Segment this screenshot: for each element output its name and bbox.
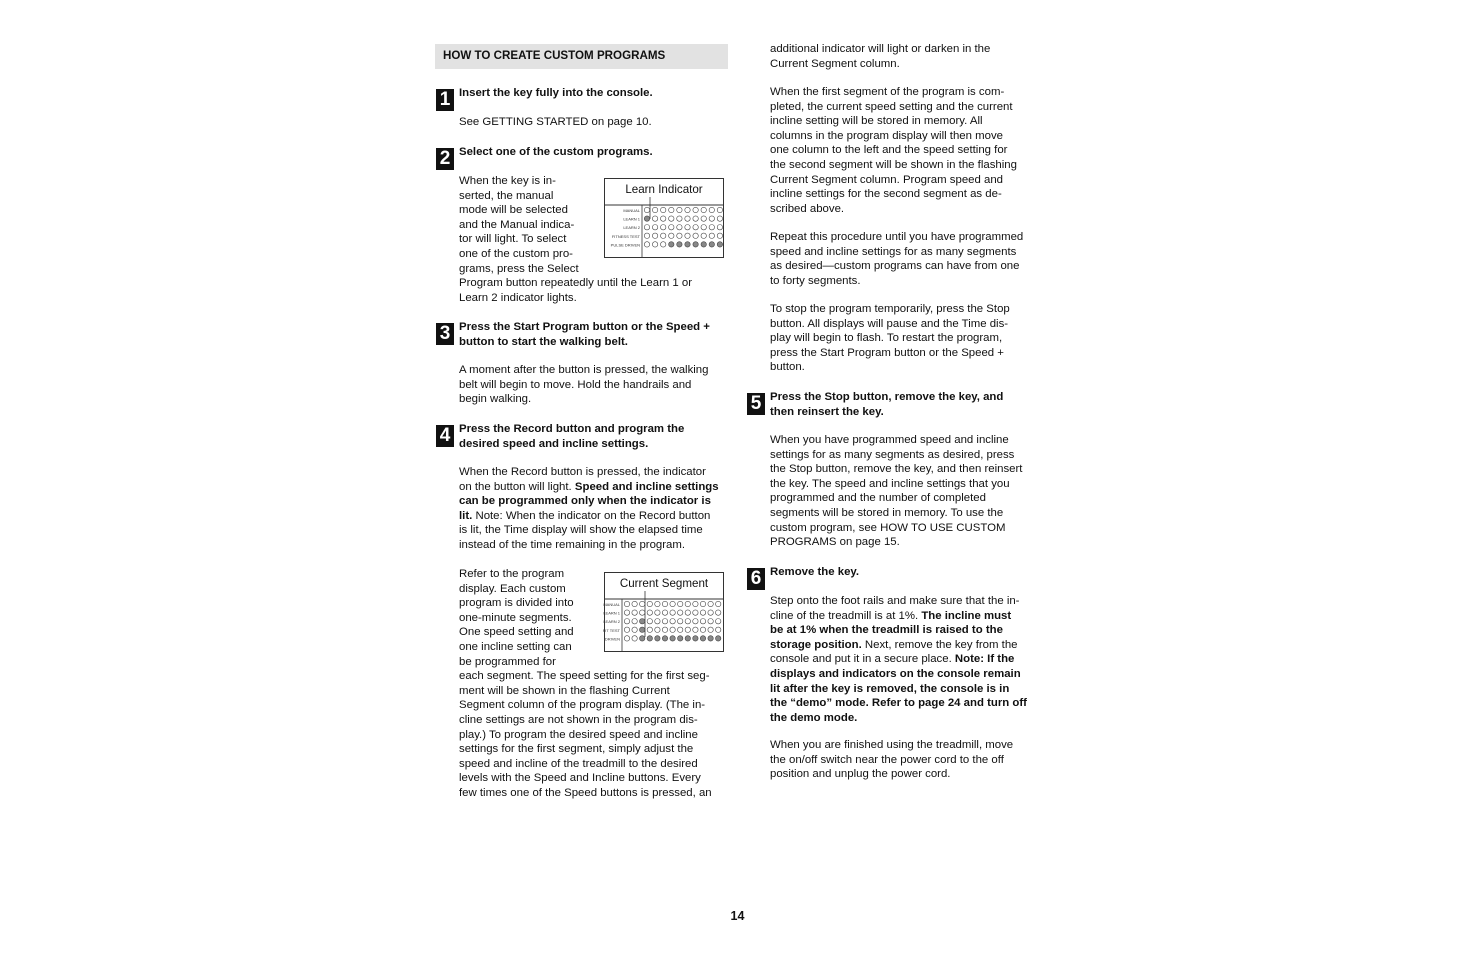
text-line: Repeat this procedure until you have programmed: [770, 231, 1024, 243]
text-line: incline setting will be stored in memory. All: [770, 115, 983, 128]
row-label: PULSE DRIVEN: [610, 242, 640, 248]
indicator-light: [644, 207, 649, 212]
indicator-light: [640, 610, 645, 615]
bold-text: Note: If the: [954, 653, 1015, 666]
learn-indicator-display: [605, 179, 723, 257]
indicator-light: [661, 216, 666, 221]
text-line: displays and indicators on the console remain: [770, 668, 1021, 680]
row-label: MANUAL: [603, 602, 620, 607]
indicator-light: [716, 601, 721, 606]
indicator-light: [624, 636, 629, 641]
indicator-light: [717, 233, 722, 238]
indicator-light: [709, 207, 714, 212]
indicator-light: [647, 619, 652, 624]
indicator-light: [669, 207, 674, 212]
text-line: programmed and the number of completed: [770, 492, 986, 505]
indicator-light: [662, 601, 667, 606]
row-label: FITNESS TEST: [611, 233, 640, 239]
indicator-light: [632, 627, 637, 632]
text-line: When the Record button is pressed, the indicator: [459, 466, 706, 478]
bold-text: The incline must: [921, 609, 1012, 622]
text-line: tor will light. To select: [459, 233, 567, 246]
indicator-light: [685, 207, 690, 212]
text-run: on the button will light.: [459, 480, 575, 493]
row-label: LEARN 1: [603, 610, 620, 616]
indicator-light: [652, 225, 657, 230]
row-label: LEARN 2: [603, 619, 620, 625]
indicator-light: [640, 601, 645, 606]
figure-caption: Learn Indicator: [625, 183, 703, 196]
indicator-light: [701, 225, 706, 230]
text-line: Current Segment column.: [770, 57, 900, 70]
text-line: one incline setting can: [459, 641, 572, 653]
text-line: be at 1% when the treadmill is raised to the: [770, 624, 1003, 637]
row-label: DRIVEN: [604, 636, 620, 642]
indicator-light: [678, 610, 683, 615]
step-number-6: 6: [747, 568, 765, 590]
indicator-light: [670, 610, 675, 615]
indicator-light: [677, 207, 682, 212]
indicator-light: [693, 610, 698, 615]
step-title-3-line2: button to start the walking belt.: [459, 335, 628, 348]
text-line: program is divided into: [459, 597, 574, 610]
text-line: display. Each custom: [459, 582, 566, 595]
text-run: cline of the treadmill is at 1%.: [770, 609, 922, 622]
text-line: [770, 652, 1014, 667]
indicator-light: [624, 601, 629, 606]
indicator-light: [661, 233, 666, 238]
text-line: lit after the key is removed, the console is in: [770, 682, 1010, 695]
indicator-light: [644, 233, 649, 238]
text-line: [459, 480, 719, 495]
text-line: ment will be shown in the flashing Current: [459, 684, 670, 697]
text-line: is lit, the Time display will show the elapsed time: [459, 524, 703, 537]
indicator-light: [655, 601, 660, 606]
text-line: grams, press the Select: [459, 262, 579, 275]
step-number-5: 5: [747, 393, 765, 415]
bold-text: lit.: [459, 509, 473, 522]
indicator-light: [655, 619, 660, 624]
indicator-light: [647, 610, 652, 615]
text-line: settings for as many segments as desired, press: [770, 448, 1015, 461]
indicator-light: [669, 225, 674, 230]
indicator-light: [700, 627, 705, 632]
step-title-6: Remove the key.: [770, 566, 860, 578]
step-title-2: Select one of the custom programs.: [459, 146, 653, 158]
text-line: Current Segment column. Program speed and: [770, 173, 1003, 186]
indicator-light: [685, 233, 690, 238]
indicator-light: [647, 601, 652, 606]
indicator-light: [700, 636, 705, 641]
indicator-light: [655, 610, 660, 615]
indicator-light: [640, 627, 645, 632]
text-line: to forty segments.: [770, 274, 861, 287]
step-title-5-line1: Press the Stop button, remove the key, and: [770, 391, 1004, 403]
text-line: incline settings for the second segment as de-: [770, 188, 1002, 201]
indicator-light: [661, 242, 666, 247]
text-line: pleted, the current speed setting and the current: [770, 100, 1013, 113]
text-line: the second segment will be shown in the flashing: [770, 159, 1017, 171]
indicator-light: [709, 233, 714, 238]
indicator-light: [644, 216, 649, 221]
indicator-light: [685, 627, 690, 632]
indicator-light: [709, 242, 714, 247]
text-line: begin walking.: [459, 393, 532, 406]
indicator-light: [701, 207, 706, 212]
indicator-light: [632, 619, 637, 624]
indicator-light: [632, 601, 637, 606]
text-line: the key. The speed and incline settings that you: [770, 477, 1010, 490]
indicator-light: [717, 242, 722, 247]
indicator-light: [677, 225, 682, 230]
indicator-light: [632, 610, 637, 615]
text-line: segments will be stored in memory. To use the: [770, 507, 1004, 519]
indicator-light: [647, 636, 652, 641]
figure-caption: Current Segment: [619, 577, 709, 590]
text-line: the Stop button, remove the key, and then reinsert: [770, 463, 1023, 476]
text-line: one of the custom pro-: [459, 248, 573, 260]
indicator-light: [652, 233, 657, 238]
indicator-light: [693, 225, 698, 230]
text-line: To stop the program temporarily, press the Stop: [770, 303, 1010, 315]
text-line: Learn 2 indicator lights.: [459, 291, 577, 304]
indicator-light: [700, 619, 705, 624]
bold-text: Speed and incline settings: [574, 480, 719, 493]
indicator-light: [685, 619, 690, 624]
current-segment-figure: [604, 572, 724, 652]
indicator-light: [708, 627, 713, 632]
row-label: LEARN 1: [623, 216, 640, 222]
text-line: When the key is in-: [459, 175, 556, 187]
text-line: [770, 609, 1011, 624]
text-run: Note: When the indicator on the Record button: [472, 509, 711, 522]
step-title-4-line1: Press the Record button and program the: [459, 423, 685, 435]
text-line: press the Start Program button or the Speed +: [770, 346, 1004, 359]
indicator-light: [632, 636, 637, 641]
indicator-light: [717, 225, 722, 230]
indicator-light: [693, 216, 698, 221]
indicator-light: [647, 627, 652, 632]
indicator-light: [670, 636, 675, 641]
text-run: Next, remove the key from the: [861, 638, 1018, 651]
text-line: button.: [770, 361, 805, 374]
indicator-light: [662, 610, 667, 615]
indicator-light: [685, 216, 690, 221]
text-line: can be programmed only when the indicator is: [459, 495, 711, 508]
text-run: console and put it in a secure place.: [770, 653, 955, 666]
text-line: one-minute segments.: [459, 611, 572, 624]
indicator-light: [677, 242, 682, 247]
text-line: position and unplug the power cord.: [770, 768, 951, 781]
step-1-body: See GETTING STARTED on page 10.: [459, 116, 652, 128]
text-line: play will begin to flash. To restart the program,: [770, 332, 1003, 345]
indicator-light: [693, 242, 698, 247]
indicator-light: [652, 207, 657, 212]
indicator-light: [701, 242, 706, 247]
indicator-light: [655, 636, 660, 641]
text-line: speed and incline of the treadmill to the desired: [459, 757, 698, 770]
text-line: the “demo” mode. Refer to page 24 and turn off: [770, 697, 1027, 710]
text-line: [459, 509, 710, 524]
section-title: HOW TO CREATE CUSTOM PROGRAMS: [443, 49, 666, 62]
text-line: additional indicator will light or darken in the: [770, 43, 991, 55]
text-line: instead of the time remaining in the program.: [459, 539, 686, 551]
indicator-light: [717, 216, 722, 221]
text-line: columns in the program display will then move: [770, 129, 1003, 142]
step-number-1: 1: [436, 89, 454, 111]
text-line: one column to the left and the speed setting for: [770, 144, 1008, 157]
text-line: serted, the manual: [459, 189, 554, 202]
indicator-light: [678, 627, 683, 632]
text-line: as desired—custom programs can have from one: [770, 260, 1020, 273]
indicator-light: [685, 610, 690, 615]
step-number-3: 3: [436, 323, 454, 345]
indicator-light: [640, 619, 645, 624]
indicator-light: [678, 619, 683, 624]
text-line: When you are finished using the treadmill, move: [770, 739, 1014, 751]
indicator-light: [678, 601, 683, 606]
indicator-light: [652, 242, 657, 247]
indicator-light: [669, 242, 674, 247]
indicator-light: [624, 627, 629, 632]
text-line: Step onto the foot rails and make sure that the in-: [770, 595, 1020, 607]
text-line: PROGRAMS on page 15.: [770, 536, 900, 549]
indicator-light: [662, 627, 667, 632]
row-label: LEARN 2: [623, 225, 640, 231]
indicator-light: [662, 636, 667, 641]
indicator-light: [685, 636, 690, 641]
indicator-light: [670, 601, 675, 606]
indicator-light: [708, 601, 713, 606]
indicator-light: [708, 619, 713, 624]
text-line: Program button repeatedly until the Learn 1 or: [459, 277, 693, 290]
indicator-light: [693, 636, 698, 641]
text-line: When you have programmed speed and incline: [770, 434, 1009, 446]
row-label: MANUAL: [623, 208, 640, 213]
text-line: play.) To program the desired speed and incline: [459, 728, 698, 741]
indicator-light: [709, 225, 714, 230]
text-line: the on/off switch near the power cord to the off: [770, 753, 1004, 766]
indicator-light: [716, 610, 721, 615]
text-line: mode will be selected: [459, 204, 568, 217]
indicator-light: [677, 216, 682, 221]
step-number-4: 4: [436, 425, 454, 447]
text-line: each segment. The speed setting for the first seg-: [459, 670, 710, 683]
text-line: few times one of the Speed buttons is pressed, an: [459, 787, 712, 799]
indicator-light: [624, 610, 629, 615]
text-line: [770, 638, 1018, 653]
text-line: One speed setting and: [459, 626, 574, 639]
text-line: speed and incline settings for as many segments: [770, 245, 1017, 258]
text-line: button. All displays will pause and the Time dis-: [770, 317, 1009, 330]
indicator-light: [716, 636, 721, 641]
indicator-light: [701, 233, 706, 238]
indicator-light: [685, 225, 690, 230]
step-title-5-line2: then reinsert the key.: [770, 405, 884, 418]
indicator-light: [693, 619, 698, 624]
indicator-light: [716, 619, 721, 624]
text-line: A moment after the button is pressed, the walking: [459, 364, 709, 376]
indicator-light: [652, 216, 657, 221]
indicator-light: [670, 619, 675, 624]
indicator-light: [669, 216, 674, 221]
indicator-light: [644, 242, 649, 247]
text-line: scribed above.: [770, 202, 845, 215]
text-line: Refer to the program: [459, 568, 565, 580]
text-line: levels with the Speed and Incline buttons. Every: [459, 772, 701, 785]
indicator-light: [700, 610, 705, 615]
indicator-light: [685, 242, 690, 247]
text-line: the demo mode.: [770, 711, 858, 724]
indicator-light: [700, 601, 705, 606]
text-line: and the Manual indica-: [459, 218, 575, 231]
indicator-light: [670, 627, 675, 632]
indicator-light: [640, 636, 645, 641]
indicator-light: [709, 216, 714, 221]
indicator-light: [716, 627, 721, 632]
indicator-light: [661, 207, 666, 212]
indicator-light: [693, 601, 698, 606]
text-line: settings for the first segment, simply adjust the: [459, 743, 694, 756]
step-title-4-line2: desired speed and incline settings.: [459, 437, 649, 450]
indicator-light: [655, 627, 660, 632]
indicator-light: [717, 207, 722, 212]
indicator-light: [661, 225, 666, 230]
step-number-2: 2: [436, 148, 454, 170]
indicator-light: [693, 207, 698, 212]
text-line: be programmed for: [459, 655, 556, 668]
section-header: [435, 44, 728, 69]
indicator-light: [693, 233, 698, 238]
text-line: When the first segment of the program is com-: [770, 86, 1005, 98]
indicator-light: [662, 619, 667, 624]
indicator-light: [624, 619, 629, 624]
text-line: belt will begin to move. Hold the handrails and: [459, 378, 692, 391]
indicator-light: [644, 225, 649, 230]
indicator-light: [678, 636, 683, 641]
step-title-1: Insert the key fully into the console.: [459, 87, 653, 99]
indicator-light: [693, 627, 698, 632]
text-line: Segment column of the program display. (The in-: [459, 699, 706, 712]
indicator-light: [685, 601, 690, 606]
text-line: cline settings are not shown in the program dis-: [459, 714, 698, 726]
row-label: FIT TEST: [602, 627, 620, 633]
bold-text: storage position.: [770, 638, 862, 651]
text-line: custom program, see HOW TO USE CUSTOM: [770, 521, 1006, 534]
current-segment-display: [602, 573, 723, 651]
indicator-light: [701, 216, 706, 221]
step-title-3-line1: Press the Start Program button or the Speed +: [459, 321, 710, 333]
indicator-light: [708, 610, 713, 615]
indicator-light: [669, 233, 674, 238]
learn-indicator-figure: [604, 178, 724, 258]
indicator-light: [677, 233, 682, 238]
indicator-light: [708, 636, 713, 641]
page-number: 14: [730, 909, 745, 923]
